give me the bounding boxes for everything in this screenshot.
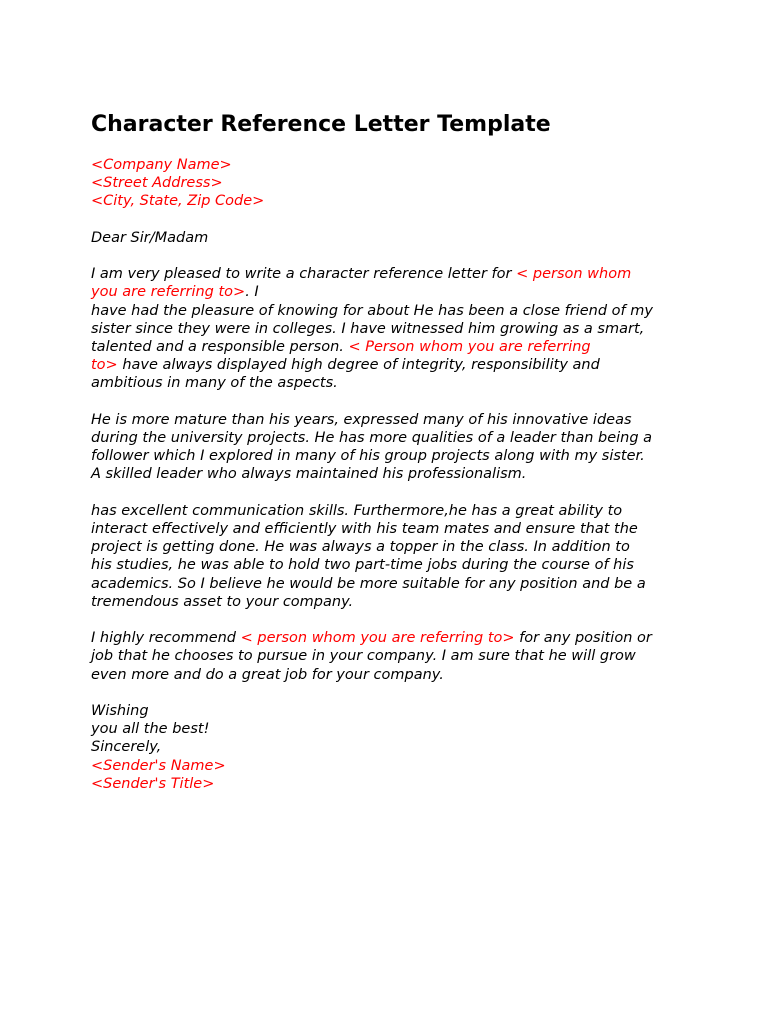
paragraph-line: ambitious in many of the aspects. [91, 375, 338, 392]
paragraph-text: I highly recommend [91, 630, 241, 647]
paragraph-line [91, 338, 691, 356]
salutation-text: Dear Sir/Madam [91, 229, 209, 246]
paragraph-line: during the university projects. He has more qualities of a leader than being a [91, 430, 653, 446]
company-name-placeholder: <Company Name> [91, 157, 232, 173]
paragraph-line: have had the pleasure of knowing for about He has been a close friend of my [91, 302, 653, 319]
paragraph-line: tremendous asset to your company. [91, 593, 354, 610]
paragraph-line: has excellent communication skills. Furthermore,he has a great ability to [91, 502, 623, 519]
paragraph-text: talented and a responsible person. [91, 339, 349, 355]
closing-best: you all the best! [91, 721, 210, 738]
closing-sincerely: Sincerely, [91, 739, 162, 756]
paragraph-leadership [91, 411, 691, 484]
page-title: Character Reference Letter Template [91, 112, 551, 137]
paragraph-text: for any position or [514, 630, 652, 647]
paragraph-line: his studies, he was able to hold two part-time jobs during the course of his [91, 557, 634, 574]
paragraph-line: sister since they were in colleges. I have witnessed him growing as a smart, [91, 320, 645, 337]
referee-placeholder: to> [91, 357, 118, 374]
sender-name-placeholder: <Sender's Name> [91, 757, 226, 774]
paragraph-line: interact effectively and efficiently with his team mates and ensure that the [91, 521, 638, 537]
closing-wishing: Wishing [91, 703, 149, 719]
paragraph-line [91, 629, 691, 647]
recipient-address [91, 156, 691, 211]
paragraph-line: project is getting done. He was always a topper in the class. In addition to [91, 539, 630, 556]
street-address-placeholder: <Street Address> [91, 175, 223, 192]
paragraph-line [91, 283, 691, 301]
referee-placeholder: < person whom you are referring to> [240, 630, 515, 647]
paragraph-line: A skilled leader who always maintained his professionalism. [91, 466, 527, 483]
paragraph-text: have always displayed high degree of integrity, responsibility and [117, 357, 600, 374]
closing [91, 702, 691, 793]
paragraph-skills [91, 502, 691, 611]
sender-title-placeholder: <Sender's Title> [91, 775, 215, 792]
referee-placeholder: you are referring to> [91, 284, 246, 301]
paragraph-line [91, 356, 691, 374]
paragraph-text: I am very pleased to write a character reference letter for [91, 266, 517, 283]
city-state-zip-placeholder: <City, State, Zip Code> [91, 193, 265, 210]
letter-body [91, 156, 691, 811]
salutation [91, 229, 691, 247]
paragraph-line: job that he chooses to pursue in your company. I am sure that he will grow [91, 648, 636, 665]
paragraph-line: academics. So I believe he would be more suitable for any position and be a [91, 575, 646, 592]
referee-placeholder: < person whom [516, 266, 632, 283]
paragraph-line [91, 265, 691, 283]
paragraph-line: He is more mature than his years, expressed many of his innovative ideas [91, 411, 632, 428]
paragraph-line: even more and do a great job for your company. [91, 666, 444, 683]
referee-placeholder: < Person whom you are referring [348, 339, 591, 355]
paragraph-intro [91, 265, 691, 392]
paragraph-recommendation [91, 629, 691, 684]
paragraph-text: . I [245, 284, 259, 301]
paragraph-line: follower which I explored in many of his group projects along with my sister. [91, 448, 645, 465]
